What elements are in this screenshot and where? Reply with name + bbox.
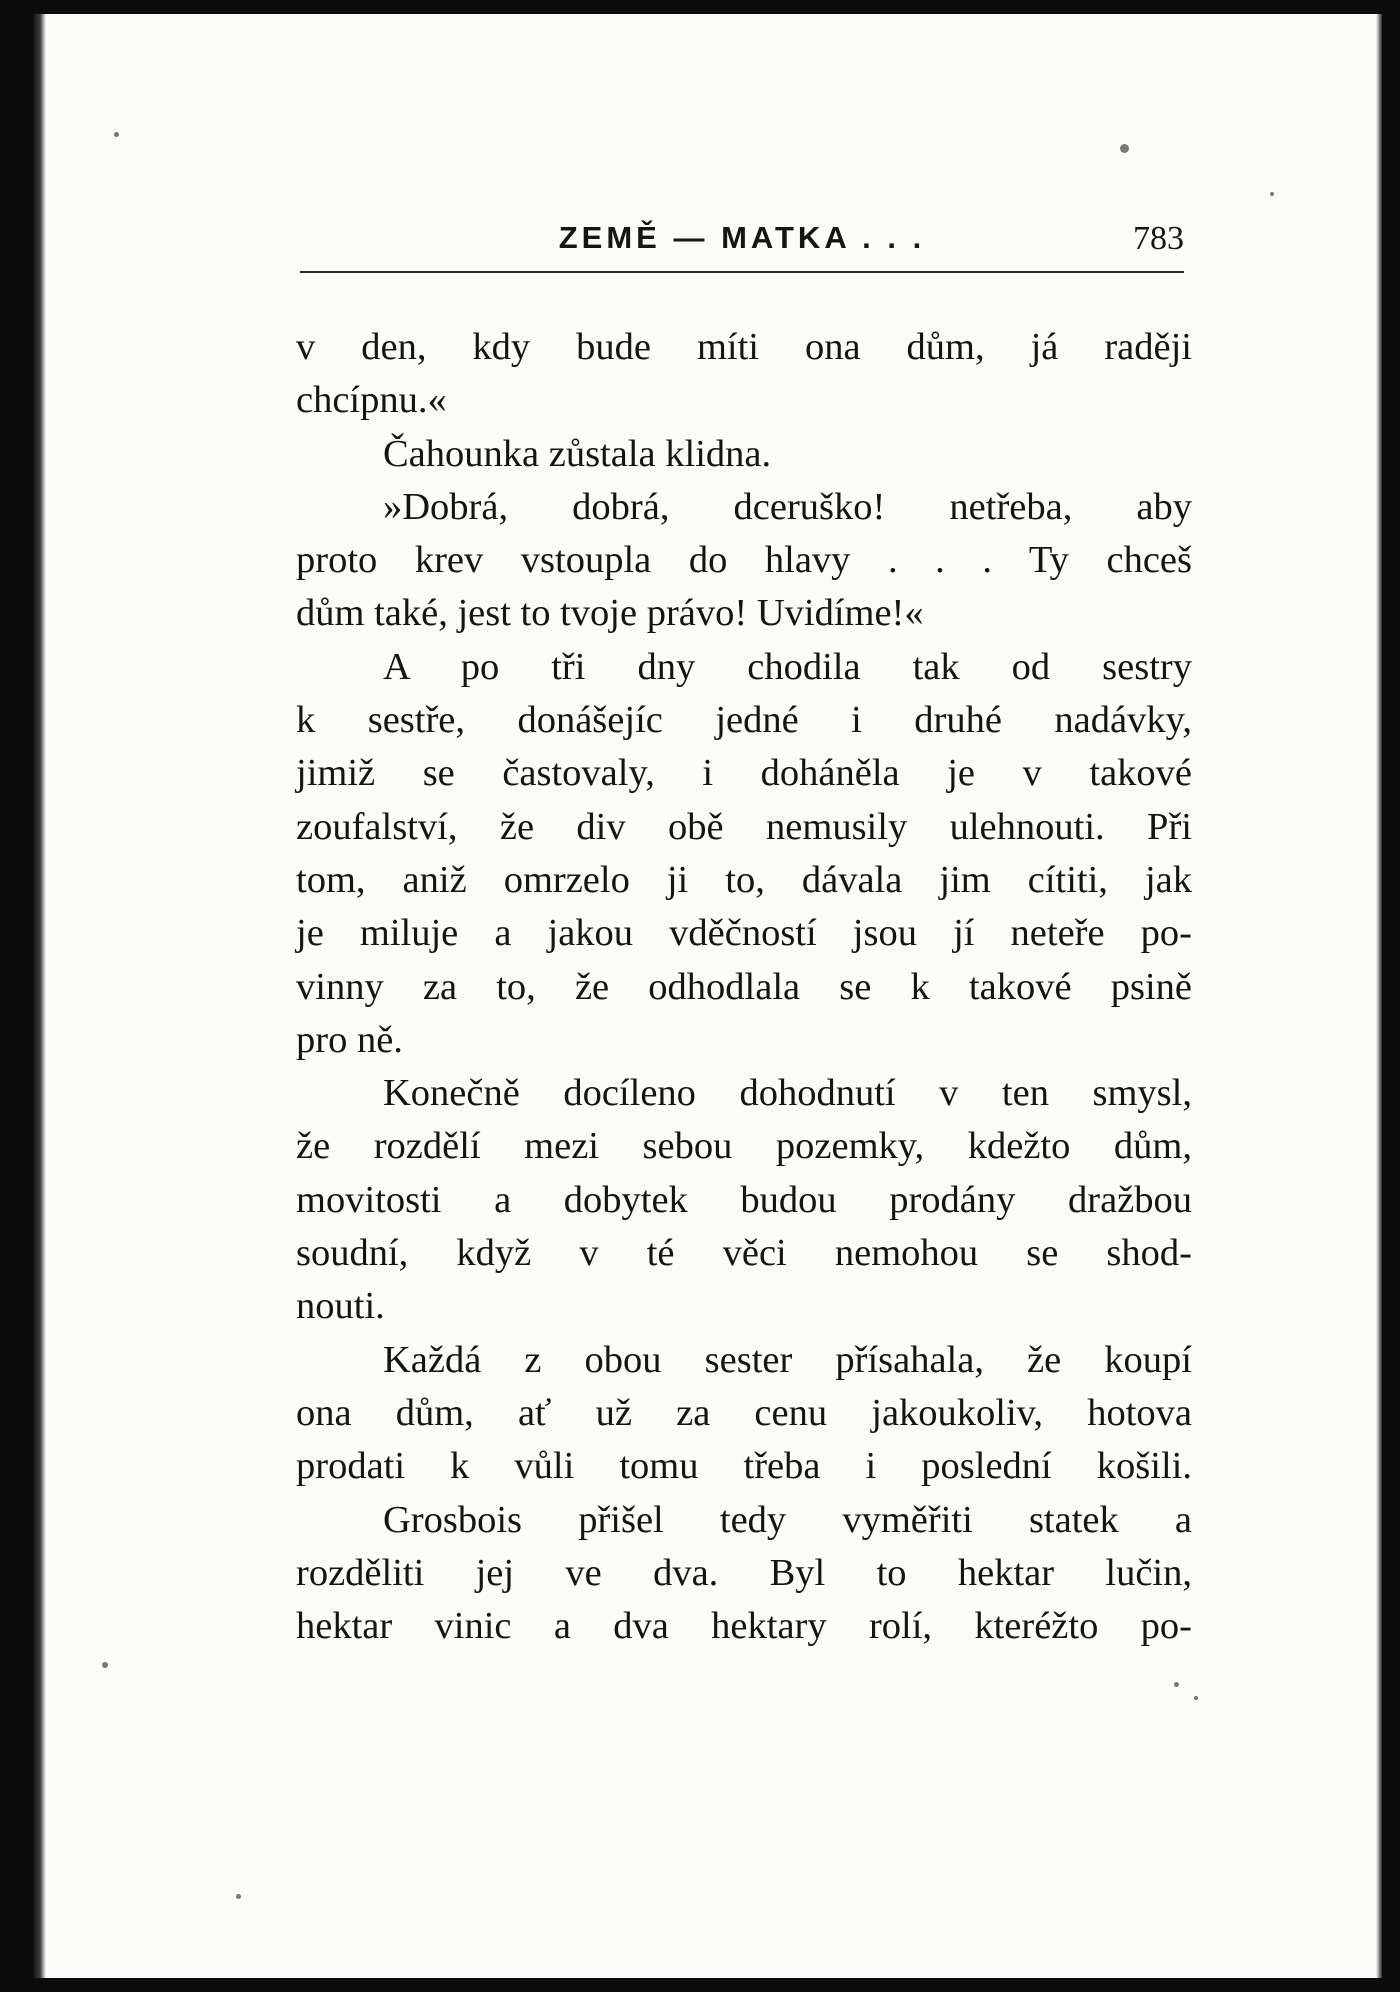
text-line: proto krev vstoupla do hlavy . . . Ty chceš [296, 539, 1192, 582]
book-page [34, 14, 1382, 1978]
print-speck [102, 1662, 108, 1668]
text-line: v den, kdy bude míti ona dům, já raději [296, 326, 1192, 368]
print-speck [1174, 1682, 1179, 1687]
print-speck [1194, 1696, 1198, 1700]
text-line: hektar vinic a dva hektary rolí, kteréžto po- [296, 1605, 1192, 1648]
header-rule [300, 271, 1184, 273]
text-line: je miluje a jakou vděčností jsou jí neteře po- [296, 912, 1192, 955]
running-title: ZEMĚ — MATKA . . . [558, 220, 926, 255]
text-line: nouti. [296, 1285, 385, 1328]
body-text [296, 321, 1192, 1653]
page-number: 783 [1133, 220, 1184, 257]
text-line: rozděliti jej ve dva. Byl to hektar lučin, [296, 1551, 1192, 1594]
text-line: k sestře, donášejíc jedné i druhé nadávky, [296, 699, 1192, 742]
text-line: prodati k vůli tomu třeba i poslední košili. [296, 1445, 1192, 1488]
text-line: tom, aniž omrzelo ji to, dávala jim cítiti, jak [296, 858, 1192, 901]
text-line: jimiž se častovaly, i doháněla je v takové [296, 752, 1192, 795]
text-line: pro ně. [296, 1018, 403, 1061]
text-line: A po tři dny chodila tak od sestry [383, 645, 1192, 688]
print-speck [114, 132, 119, 137]
text-line: soudní, když v té věci nemohou se shod- [296, 1232, 1192, 1275]
running-header [300, 210, 1184, 260]
text-line: Konečně docíleno dohodnutí v ten smysl, [383, 1072, 1192, 1115]
text-line: »Dobrá, dobrá, dceruško! netřeba, aby [383, 485, 1192, 528]
print-speck [1270, 192, 1274, 196]
text-line: dům také, jest to tvoje právo! Uvidíme!« [296, 592, 924, 635]
print-speck [1120, 144, 1129, 153]
print-speck [236, 1894, 241, 1899]
page-right-edge [1376, 14, 1382, 1978]
text-line: chcípnu.« [296, 379, 447, 422]
page-binding-edge [34, 14, 46, 1978]
text-line: zoufalství, že div obě nemusily ulehnouti. Při [296, 805, 1192, 848]
text-line: movitosti a dobytek budou prodány dražbou [296, 1178, 1192, 1221]
text-line: Čahounka zůstala klidna. [383, 432, 772, 475]
text-line: vinny za to, že odhodlala se k takové psině [296, 965, 1192, 1008]
text-line: že rozdělí mezi sebou pozemky, kdežto dům, [296, 1125, 1192, 1168]
text-line: Každá z obou sester přísahala, že koupí [383, 1338, 1192, 1381]
text-line: Grosbois přišel tedy vyměřiti statek a [383, 1498, 1192, 1541]
text-line: ona dům, ať už za cenu jakoukoliv, hotova [296, 1391, 1192, 1434]
